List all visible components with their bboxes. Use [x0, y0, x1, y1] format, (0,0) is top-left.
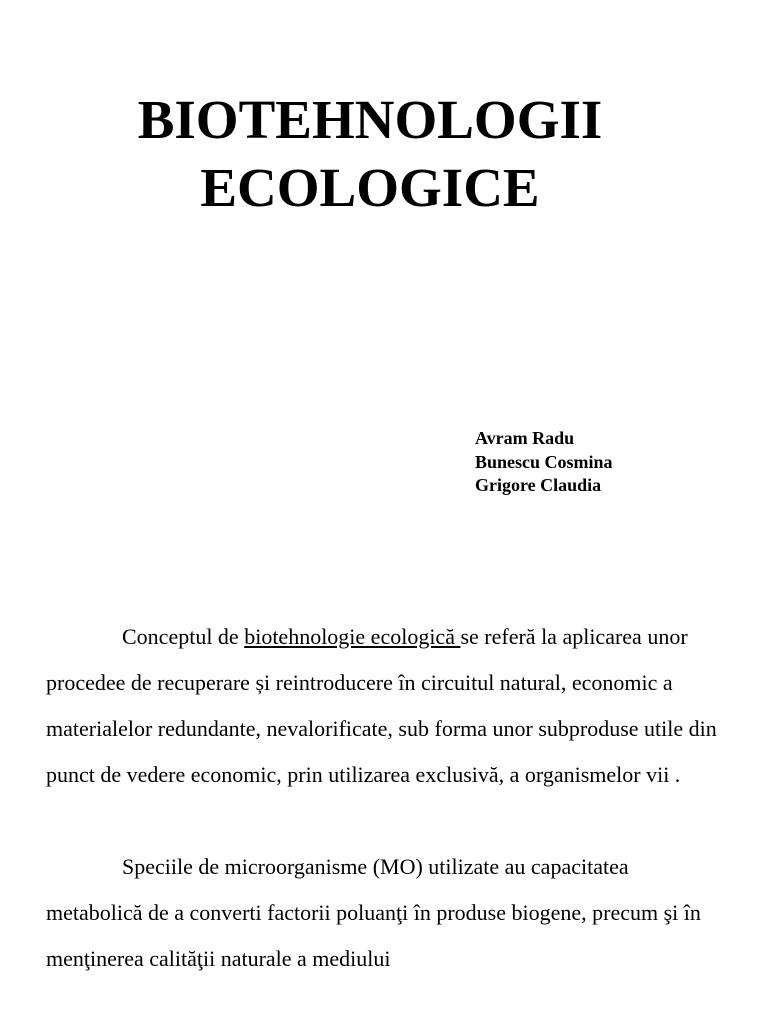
document-title: [0, 86, 740, 222]
author-list: [475, 427, 613, 498]
paragraph-concept: [46, 614, 726, 798]
author-name: Grigore Claudia: [475, 475, 602, 495]
term-link[interactable]: biotehnologie ecologică: [244, 624, 461, 649]
title-line-1: BIOTEHNOLOGII: [137, 89, 603, 150]
author-name: Bunescu Cosmina: [475, 451, 613, 472]
author-name: Avram Radu: [475, 428, 575, 448]
paragraph-text: Conceptul de: [122, 624, 245, 649]
paragraph-microorganisms: Speciile de microorganisme (MO) utilizate au capacitatea metabolică de a converti factorii poluanţi în produse biogene, precum şi în menţinerea calităţii naturale a mediului: [46, 854, 701, 971]
document-body: [46, 614, 726, 982]
title-line-2: ECOLOGICE: [200, 157, 540, 218]
paragraph-text: se referă la aplicarea unor procedee de recuperare și reintroducere în circuitul natural, economic a materialelor redundante, nevalorificate, sub forma unor subproduse utile din punct de vedere economic, prin utilizarea exclusivă, a organismelor vii .: [46, 624, 717, 787]
